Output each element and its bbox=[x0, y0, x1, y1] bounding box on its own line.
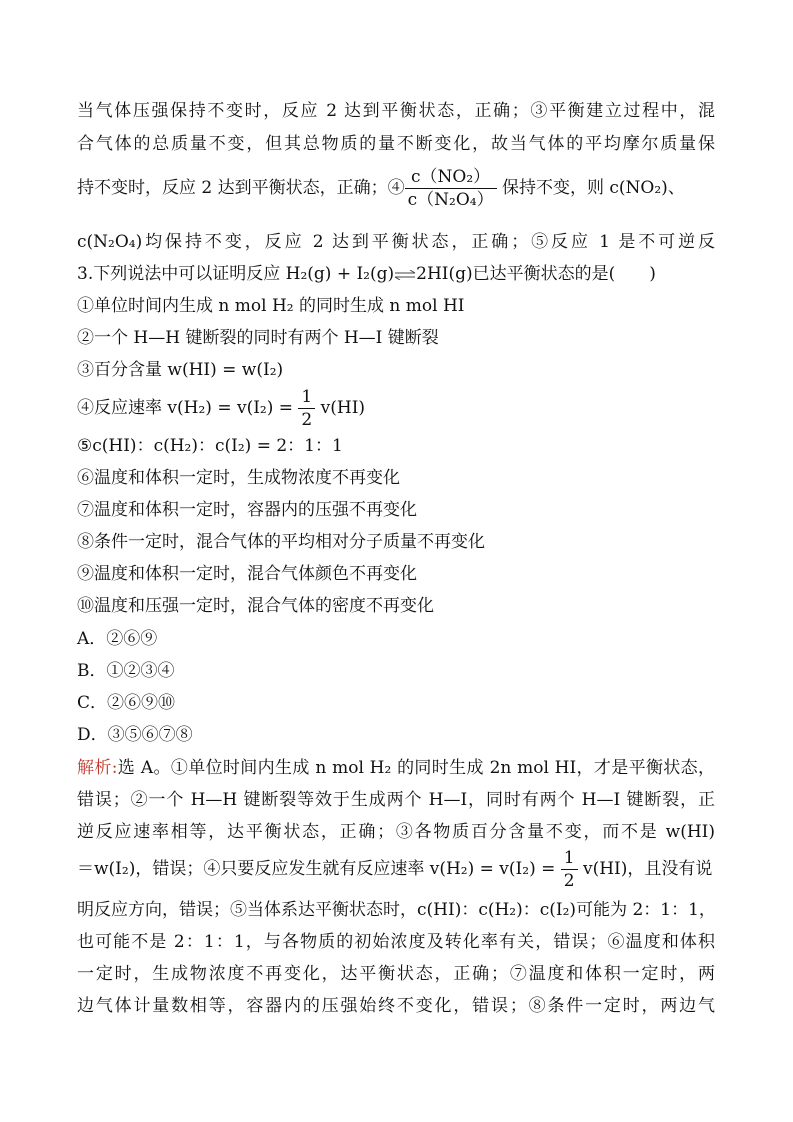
fraction-numerator: 1 bbox=[561, 848, 578, 870]
fraction-numerator: 1 bbox=[298, 387, 315, 409]
prev-line-3-text: 持不变时，反应 2 达到平衡状态，正确；④ bbox=[77, 178, 405, 198]
prev-line-2: 合气体的总质量不变，但其总物质的量不断变化，故当气体的平均摩尔质量保 bbox=[77, 134, 715, 154]
analysis-line-4-pre: ＝w(I₂)，错误；④只要反应发生就有反应速率 v(H₂) = v(I₂) = bbox=[77, 859, 556, 879]
statement-2: ②一个 H—H 键断裂的同时有两个 H—I 键断裂 bbox=[77, 328, 439, 348]
statement-9: ⑨温度和体积一定时，混合气体颜色不再变化 bbox=[77, 564, 417, 584]
ratio-fraction bbox=[405, 167, 497, 210]
fraction-denominator: c（N₂O₄） bbox=[407, 190, 494, 210]
statement-4 bbox=[77, 386, 715, 430]
option-d: D．③⑤⑥⑦⑧ bbox=[77, 725, 193, 745]
question-stem-pre: 3.下列说法中可以证明反应 H₂(g) + I₂(g) bbox=[77, 264, 395, 284]
analysis-line-3: 逆反应速率相等，达平衡状态，正确；③各物质百分含量不变，而不是 w(HI) bbox=[77, 822, 715, 842]
fraction-denominator: 2 bbox=[563, 871, 575, 891]
statement-4-text: ④反应速率 v(H₂) = v(I₂) = bbox=[77, 398, 294, 418]
analysis-rate-fraction bbox=[561, 848, 578, 891]
prev-line-3-end: c(NO₂)、 bbox=[609, 178, 685, 198]
statement-8: ⑧条件一定时，混合气体的平均相对分子质量不再变化 bbox=[77, 532, 485, 552]
analysis-line-7: 一定时，生成物浓度不再变化，达平衡状态，正确；⑦温度和体积一定时，两 bbox=[77, 964, 715, 984]
option-c: C．②⑥⑨⑩ bbox=[77, 693, 176, 713]
statement-4-end: v(HI) bbox=[315, 398, 366, 418]
question-stem bbox=[77, 263, 715, 285]
statement-10: ⑩温度和压强一定时，混合气体的密度不再变化 bbox=[77, 596, 434, 616]
fraction-numerator: c（NO₂） bbox=[405, 167, 497, 189]
rate-fraction bbox=[298, 387, 315, 430]
prev-line-3-mid: 保持不变，则 bbox=[496, 178, 610, 198]
statement-5: ⑤c(HI)：c(H₂)：c(I₂) = 2：1：1 bbox=[77, 436, 343, 456]
prev-line-3 bbox=[77, 166, 715, 210]
question-stem-post: 2HI(g)已达平衡状态的是( ) bbox=[416, 264, 656, 284]
fraction-denominator: 2 bbox=[301, 410, 313, 430]
analysis-line-8: 边气体计量数相等，容器内的压强始终不变化，错误；⑧条件一定时，两边气 bbox=[77, 996, 715, 1016]
analysis-line-6: 也可能不是 2：1：1，与各物质的初始浓度及转化率有关，错误；⑥温度和体积 bbox=[77, 932, 715, 952]
analysis-line-4 bbox=[77, 847, 715, 891]
equilibrium-arrow-icon bbox=[394, 270, 416, 280]
statement-7: ⑦温度和体积一定时，容器内的压强不再变化 bbox=[77, 500, 417, 520]
option-b: B．①②③④ bbox=[77, 661, 175, 681]
prev-line-4: c(N₂O₄)均保持不变，反应 2 达到平衡状态，正确；⑤反应 1 是不可逆反 bbox=[77, 232, 715, 252]
analysis-line-5: 明反应方向，错误；⑤当体系达平衡状态时，c(HI)：c(H₂)：c(I₂)可能为 2：1：1， bbox=[77, 900, 716, 920]
statement-3: ③百分含量 w(HI) = w(I₂) bbox=[77, 360, 284, 380]
statement-1: ①单位时间内生成 n mol H₂ 的同时生成 n mol HI bbox=[77, 296, 465, 316]
analysis-line-1 bbox=[77, 757, 715, 779]
analysis-line-1-text: 选 A。①单位时间内生成 n mol H₂ 的同时生成 2n mol HI，才是平衡状态， bbox=[117, 758, 716, 778]
analysis-line-2: 错误；②一个 H—H 键断裂等效于生成两个 H—I，同时有两个 H—I 键断裂，正 bbox=[77, 790, 715, 810]
statement-6: ⑥温度和体积一定时，生成物浓度不再变化 bbox=[77, 468, 400, 488]
analysis-line-4-post: v(HI)，且没有说 bbox=[577, 859, 713, 879]
prev-line-1: 当气体压强保持不变时，反应 2 达到平衡状态，正确；③平衡建立过程中，混 bbox=[77, 101, 715, 121]
option-a: A．②⑥⑨ bbox=[77, 629, 158, 649]
analysis-label: 解析: bbox=[77, 758, 118, 778]
